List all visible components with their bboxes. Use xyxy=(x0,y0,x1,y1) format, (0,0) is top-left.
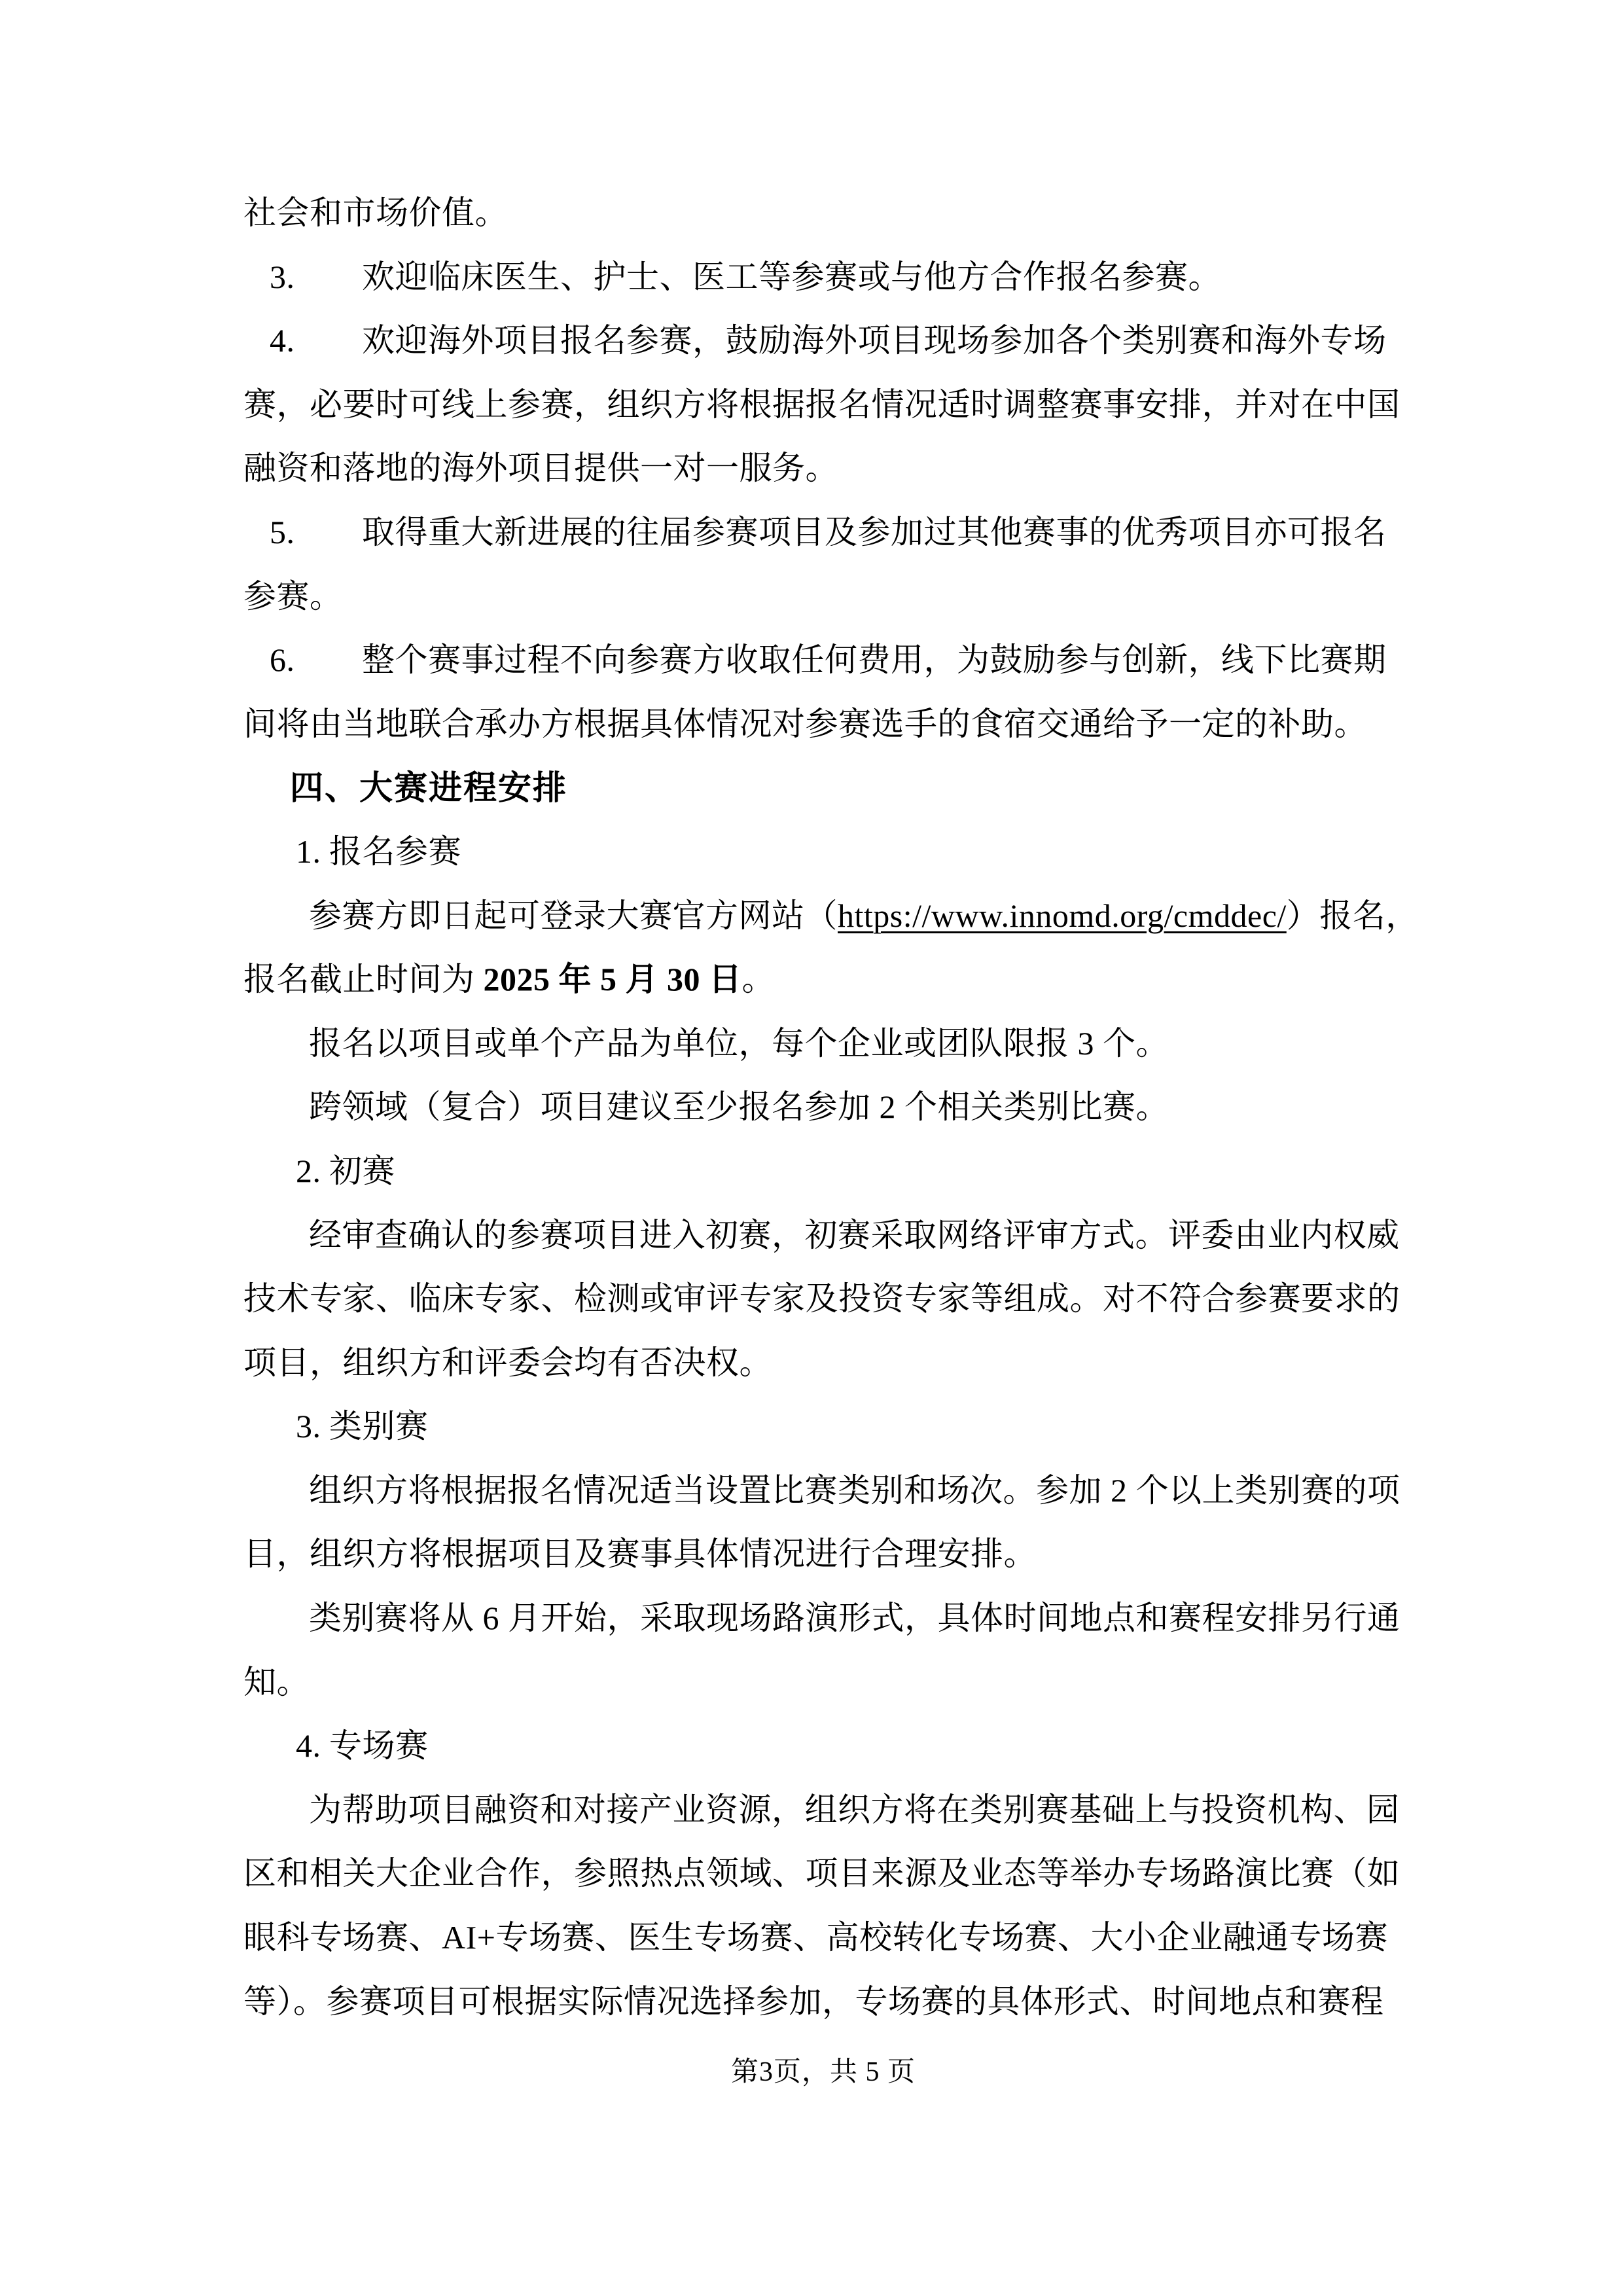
text-segment: 取得重大新进展的往届参赛项目及参加过其他赛事的优秀项目亦可报名 xyxy=(362,513,1387,550)
text-line xyxy=(243,437,1403,501)
text-segment: 经审查确认的参赛项目进入初赛，初赛采取网络评审方式。评委由业内权威 xyxy=(309,1216,1400,1253)
text-segment: 专场赛 xyxy=(329,1727,429,1765)
text-segment: 融资和落地的海外项目提供一对一服务。 xyxy=(243,450,838,487)
document-body xyxy=(243,181,1419,2034)
text-segment: 类别赛 xyxy=(329,1408,429,1445)
text-line xyxy=(243,501,1403,565)
text-line xyxy=(243,1331,1403,1395)
text-segment: 报名截止时间为 xyxy=(243,961,484,998)
text-line xyxy=(243,948,1403,1012)
text-line xyxy=(243,565,1403,629)
text-line xyxy=(243,1204,1403,1268)
text-line xyxy=(243,628,1403,692)
text-segment: 报名参赛 xyxy=(329,833,461,870)
text-line xyxy=(243,1651,1403,1715)
text-line xyxy=(243,1075,1403,1139)
text-segment: 间将由当地联合承办方根据具体情况对参赛选手的食宿交通给予一定的补助。 xyxy=(243,705,1367,742)
text-line xyxy=(243,1842,1403,1906)
text-segment: 目，组织方将根据项目及赛事具体情况进行合理安排。 xyxy=(243,1535,1037,1573)
competition-website-link[interactable]: https://www.innomd.org/cmddec/ xyxy=(838,897,1287,934)
text-line xyxy=(243,1522,1403,1587)
page-number-text: 第3页，共 5 页 xyxy=(730,2057,916,2087)
text-segment: 等）。参赛项目可根据实际情况选择参加，专场赛的具体形式、时间地点和赛程 xyxy=(243,1982,1384,2020)
text-segment: ）报名， xyxy=(1286,897,1419,934)
text-line xyxy=(243,1714,1403,1778)
item-number: 1. xyxy=(296,833,321,870)
text-line xyxy=(243,309,1403,373)
text-segment: 眼科专场赛、AI+专场赛、医生专场赛、高校转化专场赛、大小企业融通专场赛 xyxy=(243,1919,1388,1956)
text-line xyxy=(243,1012,1403,1076)
text-segment: 项目，组织方和评委会均有否决权。 xyxy=(243,1344,772,1381)
text-segment: 类别赛将从 6 月开始，采取现场路演形式，具体时间地点和赛程安排另行通 xyxy=(309,1600,1400,1637)
text-line xyxy=(243,1970,1403,2034)
text-line xyxy=(243,1395,1403,1459)
text-segment: 整个赛事过程不向参赛方收取任何费用，为鼓励参与创新，线下比赛期 xyxy=(362,641,1387,679)
text-segment: 社会和市场价值。 xyxy=(243,194,508,231)
text-segment: 跨领域（复合）项目建议至少报名参加 2 个相关类别比赛。 xyxy=(309,1088,1169,1126)
text-line xyxy=(243,245,1403,310)
text-segment: 欢迎海外项目报名参赛，鼓励海外项目现场参加各个类别赛和海外专场 xyxy=(362,322,1387,359)
text-line xyxy=(243,373,1403,437)
text-segment: 。 xyxy=(741,961,775,998)
text-line xyxy=(243,1587,1403,1651)
text-line xyxy=(243,692,1403,757)
item-number: 3. xyxy=(296,1408,321,1445)
item-number: 2. xyxy=(296,1152,321,1189)
text-segment: 初赛 xyxy=(329,1152,395,1189)
text-line xyxy=(243,1459,1403,1523)
item-number: 4. xyxy=(270,322,295,359)
text-line xyxy=(243,756,1403,820)
text-segment: 报名以项目或单个产品为单位，每个企业或团队限报 3 个。 xyxy=(309,1024,1169,1062)
text-segment: 欢迎临床医生、护士、医工等参赛或与他方合作报名参赛。 xyxy=(362,258,1221,295)
text-segment: 为帮助项目融资和对接产业资源，组织方将在类别赛基础上与投资机构、园 xyxy=(309,1791,1400,1828)
text-segment: 技术专家、临床专家、检测或审评专家及投资专家等组成。对不符合参赛要求的 xyxy=(243,1280,1400,1318)
text-line xyxy=(243,1267,1403,1331)
item-number: 6. xyxy=(270,641,295,679)
text-line xyxy=(243,820,1403,884)
item-number: 4. xyxy=(296,1727,321,1765)
text-segment: 区和相关大企业合作，参照热点领域、项目来源及业态等举办专场路演比赛（如 xyxy=(243,1855,1400,1892)
text-segment: 参赛。 xyxy=(243,577,343,615)
text-line xyxy=(243,1139,1403,1204)
text-segment: 2025 年 5 月 30 日 xyxy=(483,961,742,998)
text-segment: 组织方将根据报名情况适当设置比赛类别和场次。参加 2 个以上类别赛的项 xyxy=(309,1471,1400,1509)
text-line xyxy=(243,1906,1403,1970)
text-segment: 四、大赛进程安排 xyxy=(290,769,568,807)
text-segment: 赛，必要时可线上参赛，组织方将根据报名情况适时调整赛事安排，并对在中国 xyxy=(243,386,1400,423)
page-footer xyxy=(243,2041,1403,2105)
item-number: 5. xyxy=(270,513,295,550)
text-line xyxy=(243,181,1403,245)
text-segment: 参赛方即日起可登录大赛官方网站（ xyxy=(309,897,838,934)
text-line xyxy=(243,1778,1403,1842)
item-number: 3. xyxy=(270,258,295,295)
text-segment: 知。 xyxy=(243,1663,310,1700)
text-line xyxy=(243,884,1419,948)
